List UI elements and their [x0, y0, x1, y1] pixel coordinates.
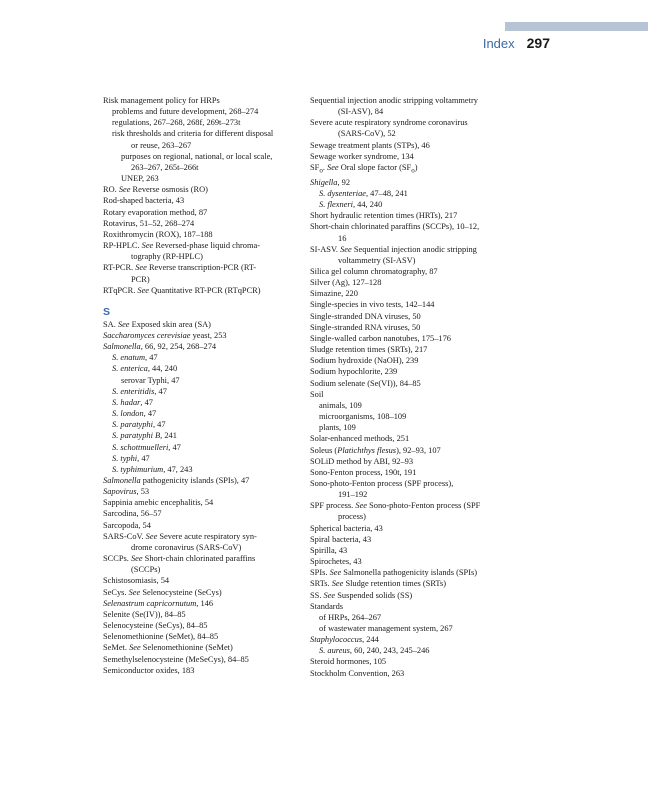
index-entry: microorganisms, 108–109 — [319, 412, 407, 422]
index-entry: S. schottmuelleri, 47 — [112, 442, 181, 452]
index-entry: SeMet. See Selenomethionine (SeMet) — [103, 643, 233, 653]
index-entry: Spirochetes, 43 — [310, 557, 362, 567]
index-entry: Sapovirus, 53 — [103, 487, 150, 497]
index-entry: Sequential injection anodic stripping voltammetry — [310, 96, 478, 105]
index-entry: Stockholm Convention, 263 — [310, 668, 405, 678]
index-entry: Roxithromycin (ROX), 187–188 — [103, 229, 213, 239]
index-entry: Sarcopoda, 54 — [103, 520, 151, 530]
index-entry: SI-ASV. See Sequential injection anodic stripping — [310, 244, 477, 254]
index-entry: regulations, 267–268, 268f, 269t–273t — [112, 118, 241, 128]
index-entry: Selenocysteine (SeCys), 84–85 — [103, 621, 208, 631]
running-header — [483, 35, 550, 53]
index-entry: Sappinia amebic encephalitis, 54 — [103, 498, 214, 508]
page-number: 297 — [526, 35, 550, 51]
index-entry: Single-walled carbon nanotubes, 175–176 — [310, 333, 451, 343]
index-entry: SPIs. See Salmonella pathogenicity islands (SPIs) — [310, 568, 478, 578]
index-entry: S. aureus, 60, 240, 243, 245–246 — [319, 646, 430, 656]
index-entry: RT-PCR. See Reverse transcription-PCR (RT- — [103, 263, 257, 273]
index-entry: Soil — [310, 389, 324, 399]
index-entry: Sono-Fenton process, 190t, 191 — [310, 467, 417, 477]
index-entry: Sodium hypochlorite, 239 — [310, 367, 398, 377]
index-entry: purposes on regional, national, or local scale, — [121, 151, 273, 161]
index-entry: of HRPs, 264–267 — [319, 612, 382, 622]
index-entry: SCCPs. See Short-chain chlorinated paraffins — [103, 554, 256, 564]
running-header-label: Index — [482, 36, 515, 51]
index-entry: Saccharomyces cerevisiae yeast, 253 — [103, 330, 227, 340]
index-entry: Sewage worker syndrome, 134 — [310, 151, 414, 161]
index-entry: Sewage treatment plants (STPs), 46 — [310, 140, 430, 150]
index-entry: Silver (Ag), 127–128 — [310, 278, 382, 288]
index-entry: SA. See Exposed skin area (SA) — [103, 319, 211, 329]
index-entry: Semethylselenocysteine (MeSeCys), 84–85 — [103, 654, 249, 664]
index-entry: S. enterica, 44, 240 — [112, 364, 178, 374]
index-entry: of wastewater management system, 267 — [319, 624, 453, 634]
index-entry: animals, 109 — [319, 400, 362, 410]
index-entry: 191–192 — [338, 490, 368, 500]
index-entry: tography (RP-HPLC) — [131, 252, 203, 262]
index-entry: Sodium selenate (Se(VI)), 84–85 — [310, 378, 421, 388]
index-entry: $SF_o$. See Oral slope factor $(SF_o)$ — [310, 162, 418, 175]
index-entry: Spiral bacteria, 43 — [310, 534, 372, 544]
index-entry: problems and future development, 268–274 — [112, 107, 259, 117]
index-entry: serovar Typhi, 47 — [121, 375, 180, 385]
header-accent-bar — [505, 22, 648, 31]
index-entry: S. enatum, 47 — [112, 353, 158, 363]
index-entry: or reuse, 263–267 — [131, 140, 192, 150]
index-entry: Single-stranded RNA viruses, 50 — [310, 322, 421, 332]
index-entry: Severe acute respiratory syndrome coronavirus — [310, 118, 468, 128]
index-entry: Sodium hydroxide (NaOH), 239 — [310, 356, 419, 366]
index-entry: Sono-photo-Fenton process (SPF process), — [310, 478, 454, 488]
index-entry: Short-chain chlorinated paraffins (SCCPs), 10–12, — [310, 222, 480, 232]
index-entry: S. paratyphi B, 241 — [112, 431, 177, 441]
index-entry: Sludge retention times (SRTs), 217 — [310, 345, 428, 355]
index-entry: SeCys. See Selenocysteine (SeCys) — [103, 587, 222, 597]
index-entry: S. hadar, 47 — [112, 397, 153, 407]
index-entry: Semiconductor oxides, 183 — [103, 665, 195, 675]
index-entry: RP-HPLC. See Reversed-phase liquid chroma- — [103, 241, 261, 251]
index-entry: risk thresholds and criteria for different disposal — [112, 129, 274, 139]
index-column-right — [310, 95, 510, 679]
index-entry: S. london, 47 — [112, 409, 157, 419]
index-entry: Sarcodina, 56–57 — [103, 509, 162, 519]
index-entry: plants, 109 — [319, 423, 356, 433]
index-entry: S. flexneri, 44, 240 — [319, 200, 383, 210]
index-entry: Rod-shaped bacteria, 43 — [103, 196, 185, 206]
index-entry: Shigella, 92 — [310, 177, 351, 187]
index-entry: Selenomethionine (SeMet), 84–85 — [103, 632, 219, 642]
index-entry: Rotary evaporation method, 87 — [103, 207, 208, 217]
index-entry: Selenite (Se(IV)), 84–85 — [103, 609, 186, 619]
index-entry: PCR) — [131, 274, 150, 284]
index-entry: UNEP, 263 — [121, 174, 159, 184]
index-entry: SPF process. See Sono-photo-Fenton process (SPF — [310, 501, 481, 511]
index-entry: Selenastrum capricornutum, 146 — [103, 598, 214, 608]
index-entry: SOLiD method by ABI, 92–93 — [310, 456, 414, 466]
index-entry: Single-species in vivo tests, 142–144 — [310, 300, 435, 310]
index-entry: Salmonella pathogenicity islands (SPIs), 47 — [103, 476, 250, 485]
index-entry: Rotavirus, 51–52, 268–274 — [103, 218, 195, 228]
index-entry: RO. See Reverse osmosis (RO) — [103, 185, 208, 195]
index-entry: S. paratyphi, 47 — [112, 420, 166, 430]
index-entry: S. typhi, 47 — [112, 453, 150, 463]
index-entry: RTqPCR. See Quantitative RT-PCR (RTqPCR) — [103, 285, 261, 295]
index-entry: Spirilla, 43 — [310, 545, 348, 555]
index-entry: Spherical bacteria, 43 — [310, 523, 383, 533]
index-entry: Staphylococcus, 244 — [310, 635, 379, 645]
index-entry: 263–267, 265t–266t — [131, 162, 199, 172]
index-entry: SARS-CoV. See Severe acute respiratory syn- — [103, 531, 257, 541]
index-entry: Silica gel column chromatography, 87 — [310, 267, 438, 277]
index-entry: Short hydraulic retention times (HRTs), 217 — [310, 211, 458, 221]
index-entry: Risk management policy for HRPs — [103, 96, 220, 105]
index-entry: (SI-ASV), 84 — [338, 107, 384, 117]
index-entry: SS. See Suspended solids (SS) — [310, 590, 413, 600]
index-entry: Steroid hormones, 105 — [310, 657, 387, 667]
index-entry: 16 — [338, 233, 347, 243]
index-entry: voltammetry (SI-ASV) — [338, 255, 416, 265]
section-heading: S — [103, 305, 111, 318]
index-entry: Schistosomiasis, 54 — [103, 576, 170, 586]
index-entry: S. dysenteriae, 47–48, 241 — [319, 188, 408, 198]
index-column-left — [103, 95, 303, 676]
index-entry: process) — [338, 512, 366, 522]
index-entry: Simazine, 220 — [310, 289, 358, 299]
index-entry: S. enteritidis, 47 — [112, 386, 167, 396]
index-entry: S. typhimurium, 47, 243 — [112, 464, 193, 474]
index-entry: SRTs. See Sludge retention times (SRTs) — [310, 579, 447, 589]
index-entry: (SCCPs) — [131, 565, 161, 575]
index-entry: Single-stranded DNA viruses, 50 — [310, 311, 421, 321]
index-entry: (SARS-CoV), 52 — [338, 129, 396, 139]
index-entry: Soleus (Platichthys flesus), 92–93, 107 — [310, 445, 441, 455]
index-entry: Standards — [310, 601, 344, 611]
index-entry: Solar-enhanced methods, 251 — [310, 434, 410, 444]
index-entry: drome coronavirus (SARS-CoV) — [131, 542, 242, 552]
index-entry: Salmonella, 66, 92, 254, 268–274 — [103, 342, 217, 352]
